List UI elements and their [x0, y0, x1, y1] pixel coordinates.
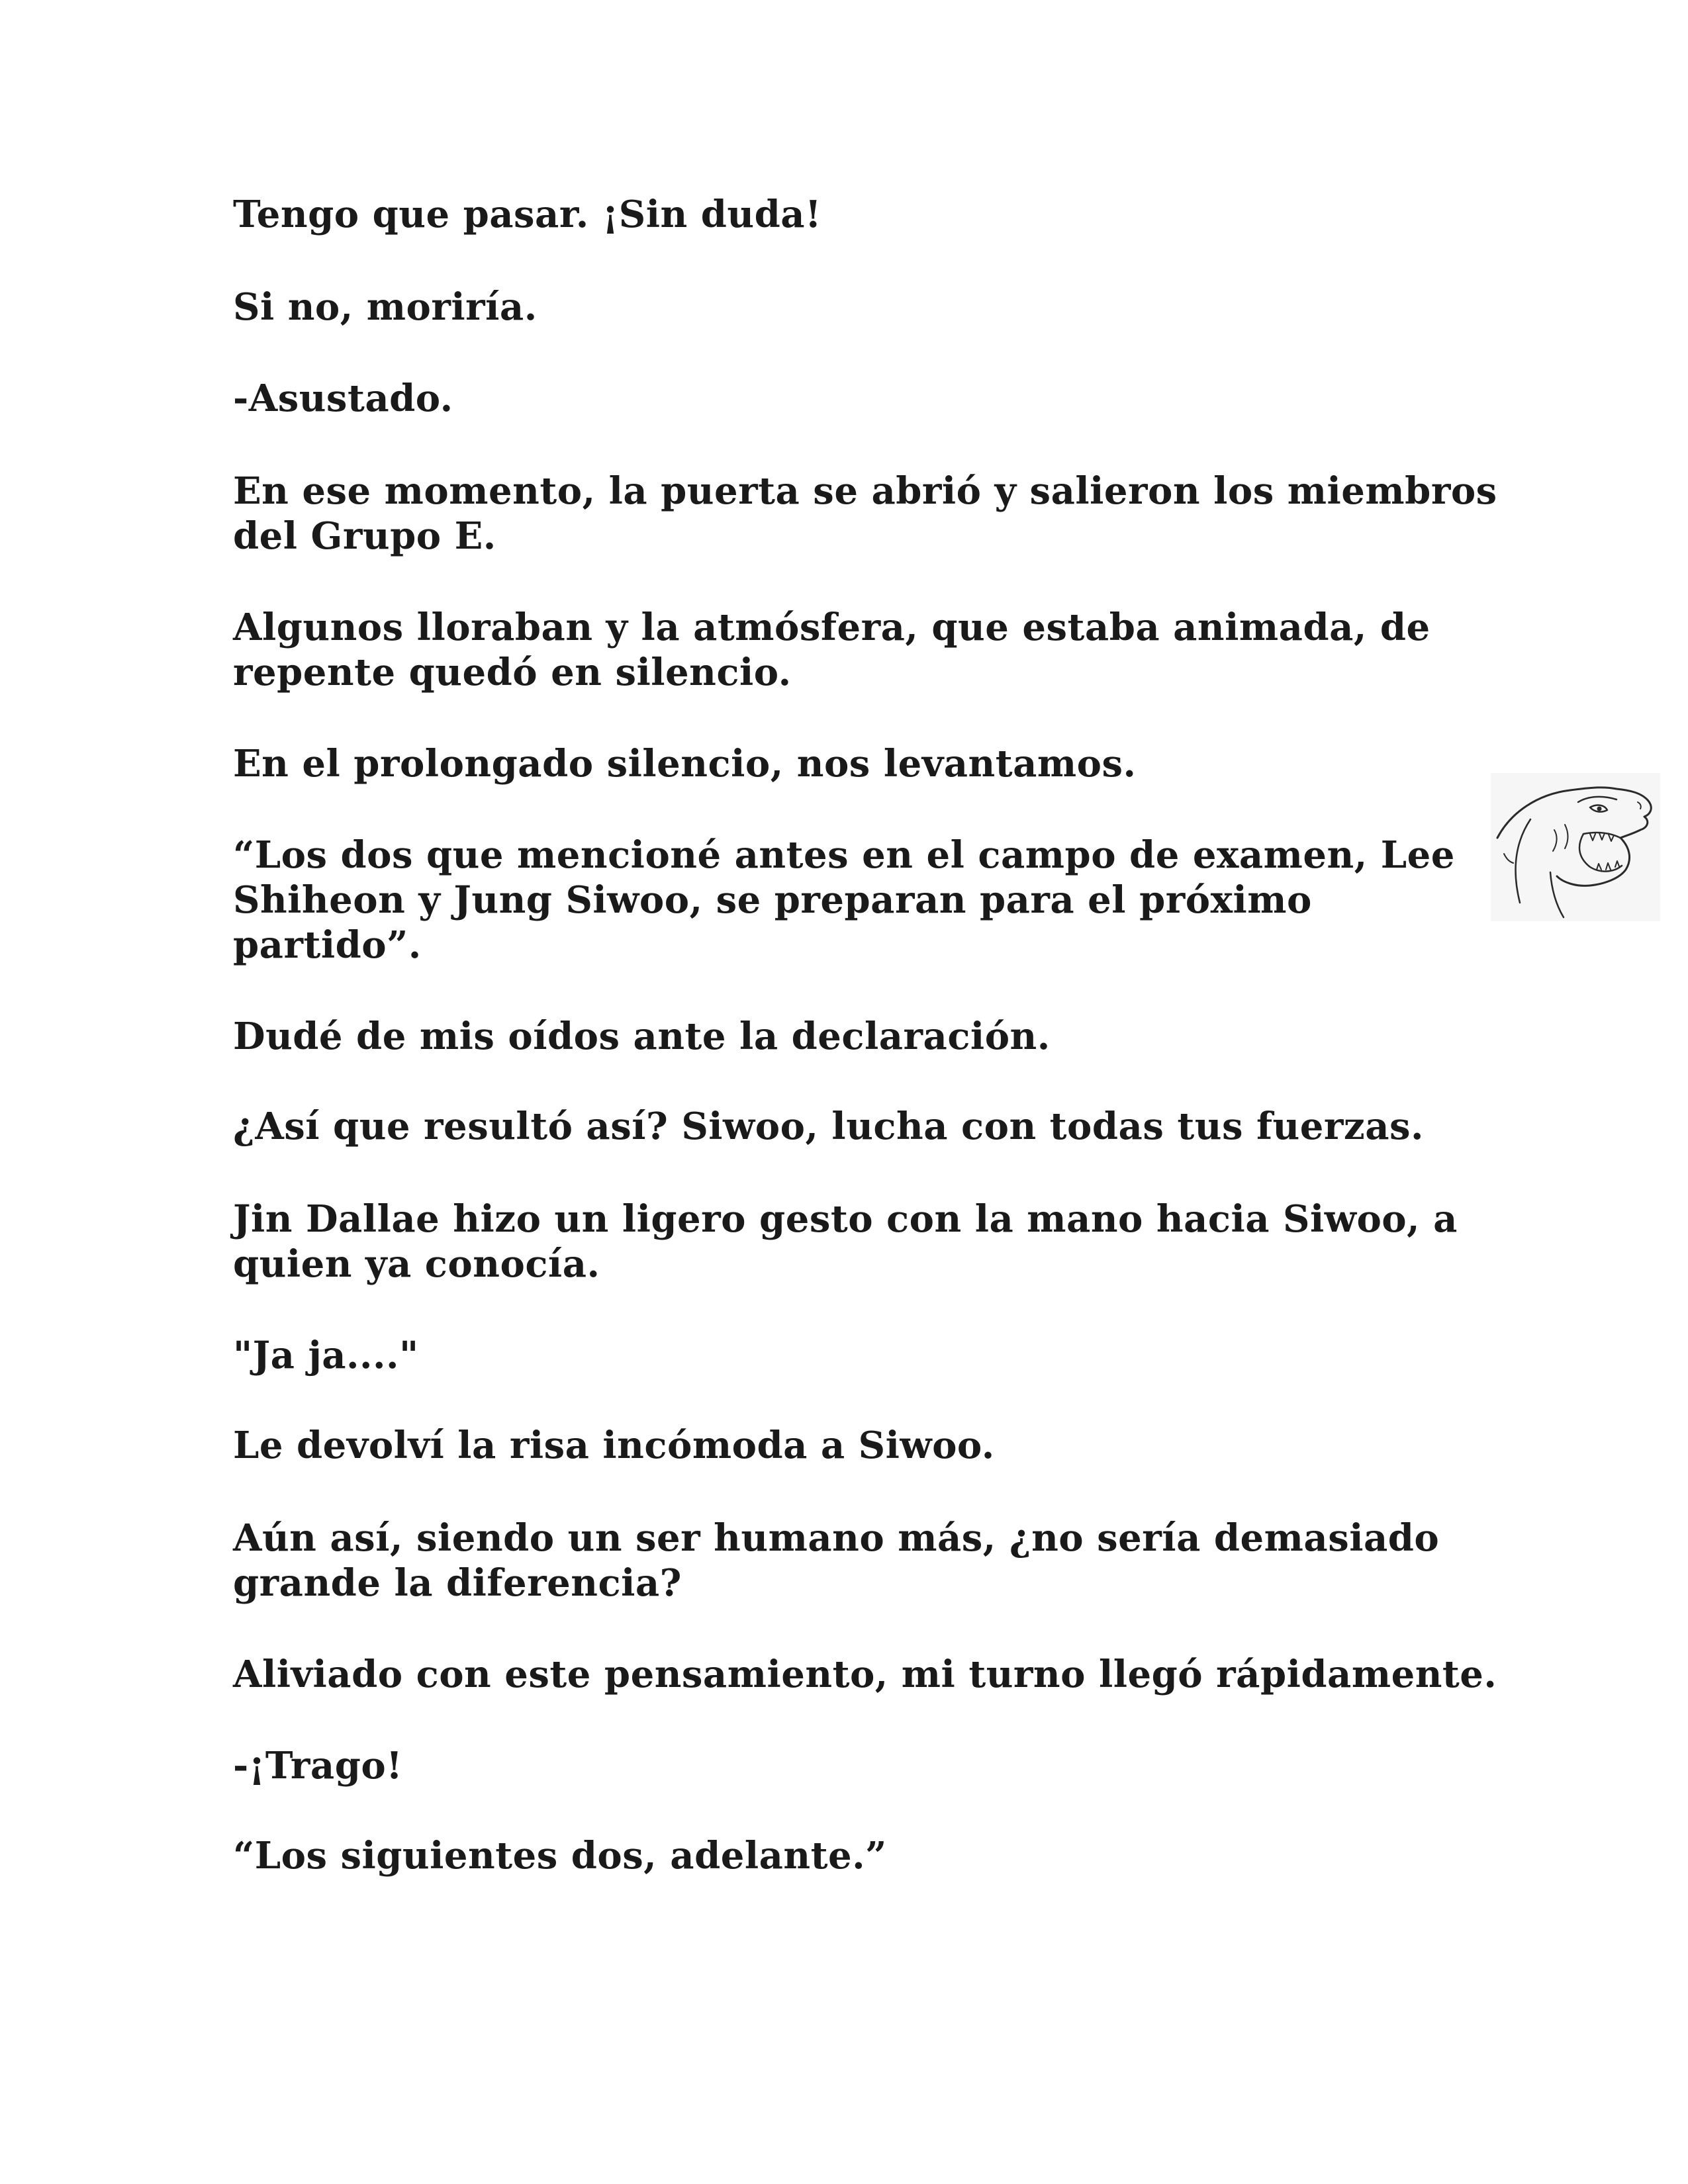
text-line: Algunos lloraban y la atmósfera, que estaba animada, de [233, 606, 1430, 649]
paragraph [233, 1423, 1464, 1468]
paragraph [233, 285, 1464, 330]
text-line: Jin Dallae hizo un ligero gesto con la mano hacia Siwoo, a [233, 1197, 1458, 1241]
text-line: Aún así, siendo un ser humano más, ¿no sería demasiado [233, 1516, 1440, 1560]
paragraph [233, 833, 1464, 968]
paragraph [233, 741, 1464, 786]
paragraph [233, 1197, 1464, 1287]
text-line: -Asustado. [233, 377, 453, 420]
text-line: "Ja ja...." [233, 1334, 419, 1377]
text-line: -¡Trago! [233, 1744, 403, 1788]
paragraph [233, 1333, 1464, 1378]
text-line: Le devolví la risa incómoda a Siwoo. [233, 1424, 995, 1467]
text-line: del Grupo E. [233, 514, 496, 558]
text-line: ¿Así que resultó así? Siwoo, lucha con todas tus fuerzas. [233, 1105, 1425, 1148]
text-line: Si no, moriría. [233, 285, 538, 329]
paragraph [233, 1743, 1464, 1788]
text-line: En el prolongado silencio, nos levantamos. [233, 742, 1137, 786]
paragraph [233, 376, 1464, 421]
text-line: “Los siguientes dos, adelante.” [233, 1834, 887, 1878]
text-line: repente quedó en silencio. [233, 651, 792, 694]
text-line: “Los dos que mencioné antes en el campo de examen, Lee [233, 833, 1455, 877]
text-line: Shiheon y Jung Siwoo, se preparan para el próximo [233, 878, 1312, 922]
text-line: partido”. [233, 923, 422, 967]
text-line: En ese momento, la puerta se abrió y salieron los miembros [233, 469, 1497, 513]
paragraph [233, 1014, 1464, 1059]
paragraph [233, 469, 1497, 559]
text-line: grande la diferencia? [233, 1561, 682, 1605]
paragraph [233, 1833, 1464, 1878]
text-line: Tengo que pasar. ¡Sin duda! [233, 193, 822, 236]
text-line: Dudé de mis oídos ante la declaración. [233, 1015, 1051, 1058]
text-line: Aliviado con este pensamiento, mi turno llegó rápidamente. [233, 1653, 1497, 1696]
paragraph [233, 605, 1464, 695]
paragraph [233, 1652, 1497, 1697]
paragraph [233, 1516, 1464, 1606]
dinosaur-sketch-icon [1491, 773, 1660, 921]
text-line: quien ya conocía. [233, 1242, 600, 1286]
paragraph [233, 1104, 1464, 1149]
paragraph [233, 192, 1464, 237]
